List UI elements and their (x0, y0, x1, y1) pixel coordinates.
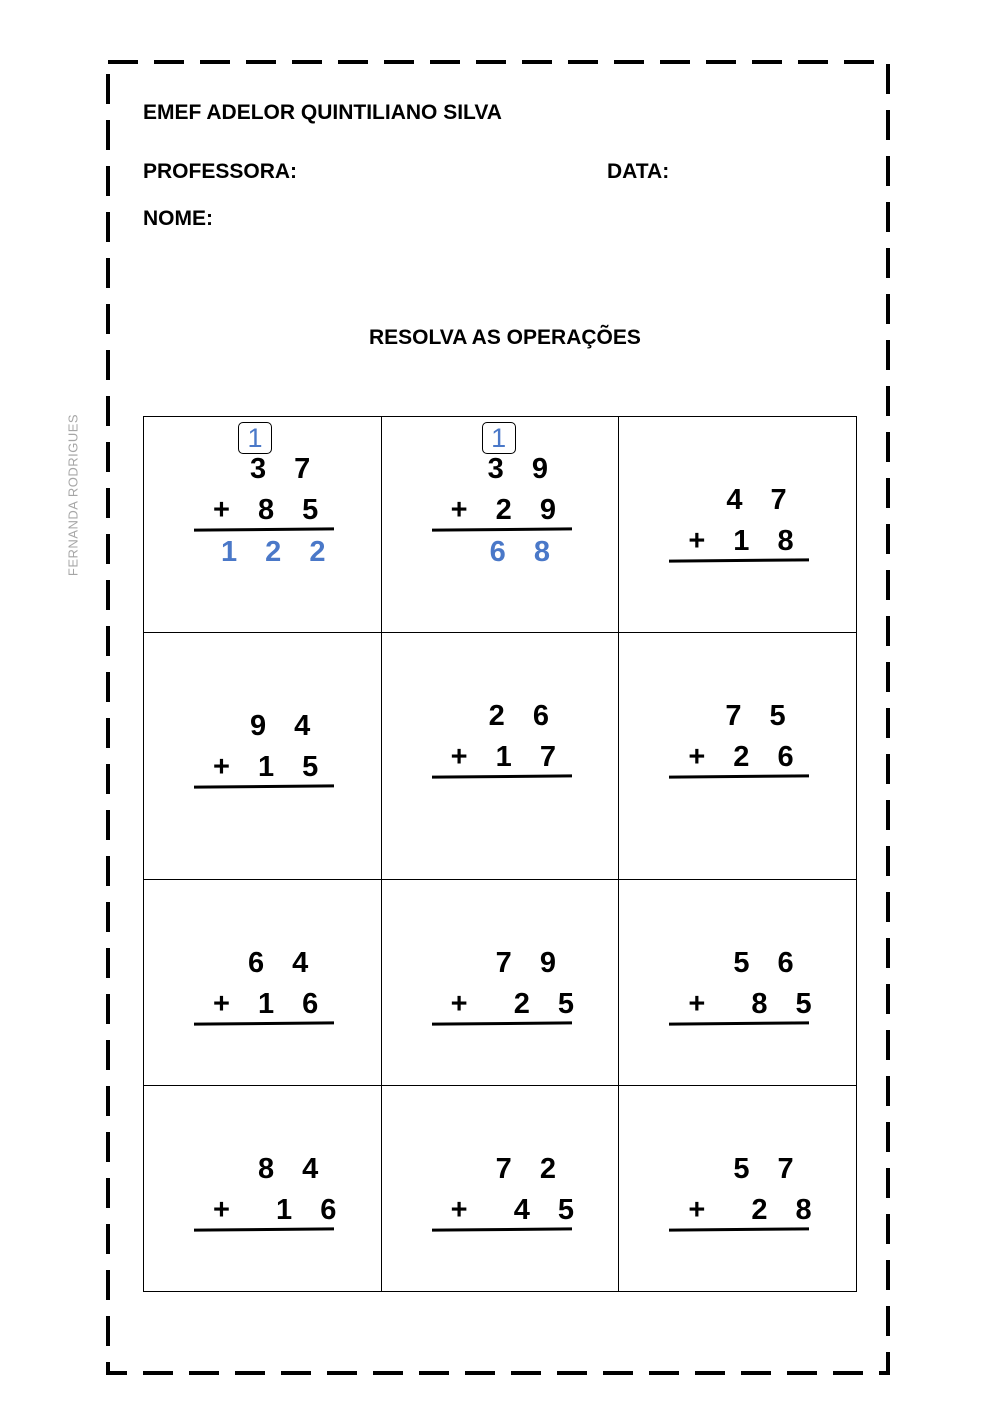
problem-cell-6 (619, 633, 857, 880)
addend-top: 2 6 (488, 700, 559, 732)
addend-bottom: + 2 8 (688, 1194, 822, 1226)
problem-cell-12 (619, 1086, 857, 1292)
addend-bottom: + 2 9 (450, 494, 566, 526)
sum-line (432, 774, 572, 778)
sum-line (194, 1021, 334, 1025)
problem-cell-9 (619, 880, 857, 1086)
sum-line (669, 1021, 809, 1025)
addend-top: 5 6 (733, 947, 804, 979)
addend-top: 7 5 (725, 700, 796, 732)
sum-line (432, 1021, 572, 1025)
problem-cell-3 (619, 417, 857, 633)
addend-bottom: + 1 5 (213, 751, 329, 783)
problem-cell-2 (381, 417, 619, 633)
sum-line (669, 774, 809, 778)
addend-bottom: + 1 7 (450, 741, 566, 773)
operations-grid (143, 416, 857, 1292)
answer[interactable]: 6 8 (489, 536, 560, 568)
problem-cell-4 (144, 633, 382, 880)
sum-line (669, 558, 809, 562)
sum-line (194, 1227, 334, 1231)
addend-top: 8 4 (258, 1153, 329, 1185)
school-name: EMEF ADELOR QUINTILIANO SILVA (143, 101, 502, 124)
addend-top: 3 9 (487, 453, 558, 485)
addend-top: 3 7 (250, 453, 321, 485)
problem-cell-7 (144, 880, 382, 1086)
sum-line (194, 784, 334, 788)
problem-cell-8 (381, 880, 619, 1086)
addend-bottom: + 1 8 (688, 525, 804, 557)
addend-bottom: + 2 5 (450, 988, 585, 1020)
addend-top: 9 4 (250, 710, 321, 742)
problem-cell-1 (144, 417, 382, 633)
sum-line (194, 527, 334, 531)
date-label: DATA: (607, 160, 670, 183)
addend-bottom: + 8 5 (213, 494, 329, 526)
name-label: NOME: (143, 207, 213, 230)
problem-cell-5 (381, 633, 619, 880)
addend-top: 5 7 (733, 1153, 804, 1185)
addend-top: 7 2 (495, 1153, 566, 1185)
carry-box[interactable]: 1 (238, 422, 272, 454)
addend-bottom: + 2 6 (688, 741, 804, 773)
addend-top: 6 4 (248, 947, 319, 979)
addend-top: 7 9 (495, 947, 566, 979)
watermark: FERNANDA RODRIGUES (65, 413, 81, 577)
sum-line (432, 527, 572, 531)
addend-bottom: + 1 6 (213, 988, 329, 1020)
addend-top: 4 7 (726, 484, 797, 516)
sum-line (432, 1227, 572, 1231)
answer[interactable]: 1 2 2 (221, 536, 336, 568)
addend-bottom: + 1 6 (213, 1194, 347, 1226)
teacher-label: PROFESSORA: (143, 160, 298, 183)
addend-bottom: + 4 5 (450, 1194, 585, 1226)
problem-cell-11 (381, 1086, 619, 1292)
problem-cell-10 (144, 1086, 382, 1292)
instruction-title: RESOLVA AS OPERAÇÕES (369, 326, 641, 349)
addend-bottom: + 8 5 (688, 988, 822, 1020)
sum-line (669, 1227, 809, 1231)
carry-box[interactable]: 1 (482, 422, 516, 454)
